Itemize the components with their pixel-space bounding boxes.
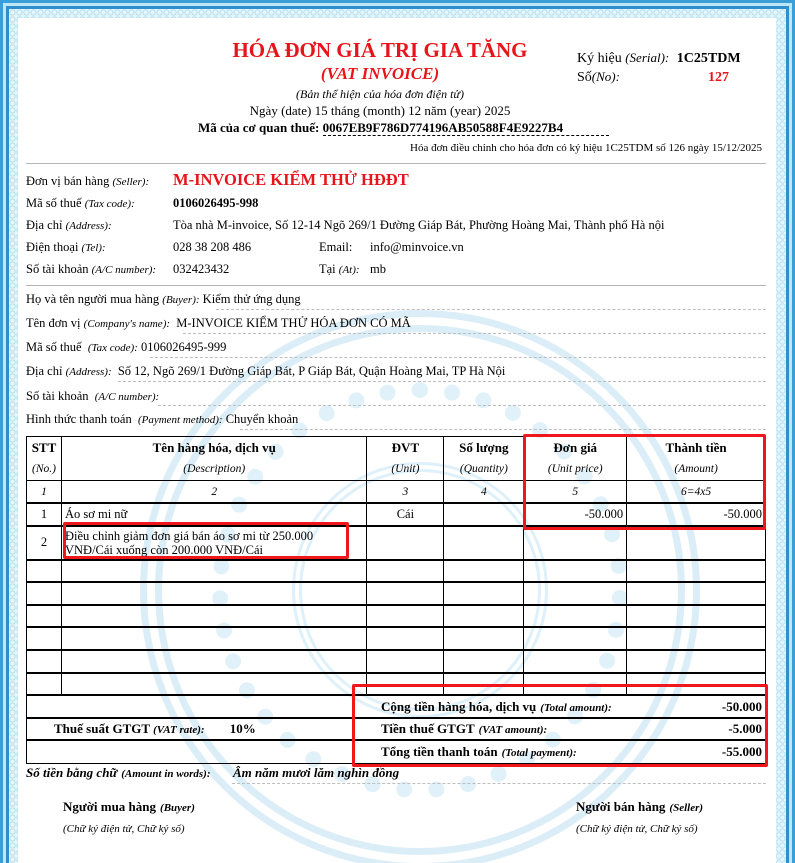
col-header-unit-price: Đơn giá [524, 437, 627, 459]
amount-in-words-row: Số tiền bằng chữ (Amount in words): Âm năm mươi lăm nghìn đồng [26, 765, 400, 780]
payment-method: Chuyển khoản [225, 412, 299, 426]
seller-address-label: Địa chỉ (Address): [26, 218, 112, 232]
buyer-account-row: Số tài khoản (A/C number): [26, 389, 160, 403]
seller-email-label: Email: [319, 240, 353, 254]
invoice-note: (Bản thể hiện của hóa đơn điện tử) [296, 87, 464, 101]
seller-bank-label: Tại (At): [319, 262, 360, 276]
serial-value: 1C25TDM [676, 51, 741, 66]
invoice-number-field: Số(No): 127 [577, 69, 729, 85]
table-index-row: 1 2 3 4 5 6=4x5 [27, 481, 766, 504]
seller-signature-label: Người bán hàng (Seller) [576, 799, 704, 814]
vat-rate-value: 10% [229, 721, 256, 737]
seller-name-label: Đơn vị bán hàng (Seller): [26, 174, 150, 188]
adjustment-note: Hóa đơn điều chỉnh cho hóa đơn có ký hiệu 1C25TDM số 126 ngày 15/12/2025 [410, 142, 762, 154]
buyer-address: Số 12, Ngõ 269/1 Đường Giáp Bát, P Giáp Bát, Quận Hoàng Mai, TP Hà Nội [117, 364, 506, 378]
table-row: 1 Áo sơ mi nữ Cái -50.000 -50.000 [27, 503, 766, 526]
buyer-tax-code: 0106026495-999 [140, 340, 227, 354]
tax-authority-code-label: Mã của cơ quan thuế: [198, 120, 320, 135]
vat-amount-value: -5.000 [627, 718, 766, 741]
invoice-subtitle: (VAT INVOICE) [320, 64, 440, 83]
seller-account-label: Số tài khoản (A/C number): [26, 262, 157, 276]
table-row-empty [27, 650, 766, 673]
invoice-date: Ngày (date) 15 tháng (month) 12 năm (year) 2025 [249, 103, 511, 118]
tax-authority-code-value: 0067EB9F786D774196AB50588F4E9227B4 [323, 120, 610, 136]
seller-address: Tòa nhà M-invoice, Số 12-14 Ngõ 269/1 Đường Giáp Bát, Phường Hoàng Mai, Thành phố Hà nội [173, 218, 665, 232]
total-payment-row: Tổng tiền thanh toán (Total payment): -55.000 [27, 740, 766, 763]
seller-tax-code: 0106026495-998 [173, 196, 259, 210]
seller-tel: 028 38 208 486 [173, 240, 252, 254]
vat-row: Thuế suất GTGT (VAT rate): 10% Tiền thuế GTGT (VAT amount): -5.000 [27, 718, 766, 741]
divider [26, 163, 766, 164]
amount-in-words: Âm năm mươi lăm nghìn đồng [233, 765, 400, 780]
table-row-empty [27, 627, 766, 650]
invoice-title: HÓA ĐƠN GIÁ TRỊ GIA TĂNG [232, 38, 528, 62]
buyer-signature-label: Người mua hàng (Buyer) [63, 799, 195, 814]
col-header-description: Tên hàng hóa, dịch vụ [61, 437, 366, 459]
seller-name: M-INVOICE KIỂM THỬ HĐĐT [173, 170, 409, 189]
col-header-quantity: Số lượng [444, 437, 524, 459]
seller-tax-label: Mã số thuế (Tax code): [26, 196, 135, 210]
highlight-price-columns [523, 434, 766, 530]
divider [26, 285, 766, 286]
invoice-number-value: 127 [708, 70, 729, 85]
buyer-company-row: Tên đơn vị (Company's name): M-INVOICE KIỂM THỬ HÓA ĐƠN CÓ MÃ [26, 316, 411, 330]
buyer-address-row: Địa chỉ (Address): Số 12, Ngõ 269/1 Đường Giáp Bát, P Giáp Bát, Quận Hoàng Mai, TP Hà Nội [26, 364, 506, 378]
total-amount-value: -50.000 [627, 695, 766, 718]
seller-bank: mb [370, 262, 386, 276]
buyer-signature-note: (Chữ ký điện tử, Chữ ký số) [63, 823, 185, 835]
buyer-name: Kiểm thử ứng dụng [202, 292, 301, 306]
highlight-adjustment-description [63, 522, 349, 559]
tax-authority-code [198, 120, 609, 136]
serial-field: Ký hiệu (Serial): 1C25TDM [577, 50, 741, 66]
table-row: 2 Điều chỉnh giảm đơn giá bán áo sơ mi từ 250.000 VNĐ/Cái xuống còn 200.000 VNĐ/Cái [27, 526, 766, 560]
buyer-tax-row: Mã số thuế (Tax code): 0106026495-999 [26, 340, 227, 354]
col-header-no: STT [27, 437, 62, 459]
table-row-empty [27, 582, 766, 605]
table-row-empty [27, 605, 766, 628]
seller-account: 032423432 [173, 262, 230, 276]
seller-email[interactable]: info@minvoice.vn [370, 240, 464, 254]
buyer-name-row: Họ và tên người mua hàng (Buyer): Kiểm thử ứng dụng [26, 292, 301, 306]
payment-method-row: Hình thức thanh toán (Payment method): Chuyển khoản [26, 412, 299, 426]
table-header-en-row: (No.) (Description) (Unit) (Quantity) (Unit price) (Amount) [27, 459, 766, 481]
seller-signature-note: (Chữ ký điện tử, Chữ ký số) [576, 823, 698, 835]
col-header-unit: ĐVT [367, 437, 444, 459]
highlight-totals [352, 684, 768, 767]
total-payment-value: -55.000 [627, 740, 766, 763]
seller-tel-label: Điện thoại (Tel): [26, 240, 106, 254]
buyer-company: M-INVOICE KIỂM THỬ HÓA ĐƠN CÓ MÃ [176, 316, 411, 330]
col-header-amount: Thành tiền [627, 437, 766, 459]
table-row-empty [27, 560, 766, 583]
total-amount-row: Cộng tiền hàng hóa, dịch vụ (Total amount): -50.000 [27, 695, 766, 718]
